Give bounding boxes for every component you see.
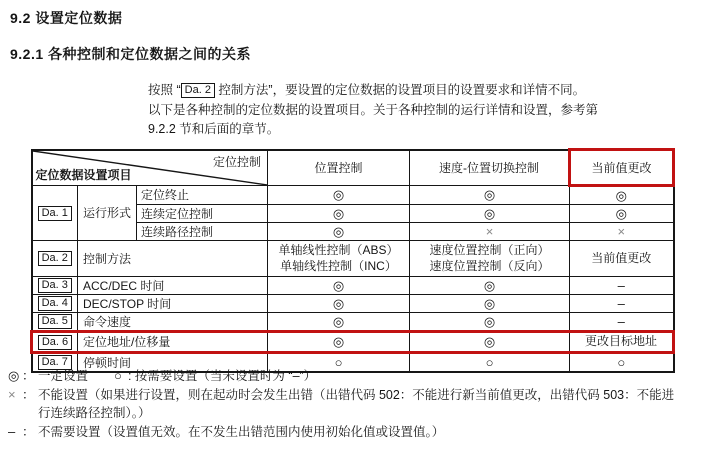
da4-id-cell: [32, 294, 78, 312]
da1-label: 运行形式: [78, 185, 137, 240]
value-cell: [268, 240, 410, 276]
da2-id-box: Da. 2: [38, 251, 72, 266]
da1-subitem-1: 定位终止: [137, 185, 268, 204]
da2-reference-box: Da. 2: [181, 83, 215, 98]
value-cell: ○: [268, 352, 410, 372]
da6-id-box: Da. 6: [38, 335, 72, 350]
legend-line-2: [8, 386, 708, 405]
da2-id-cell: [32, 240, 78, 276]
da2-speed-line2: 速度位置控制（反向）: [429, 259, 550, 273]
value-cell: ◎: [268, 222, 410, 240]
value-cell: 更改目标地址: [570, 331, 674, 352]
da6-id-cell: [32, 331, 78, 352]
cross-symbol: ×: [8, 386, 16, 402]
da2-speed-line1: 速度位置控制（正向）: [429, 243, 550, 257]
da1-subitem-2: 连续定位控制: [137, 204, 268, 222]
value-cell: ◎: [268, 294, 410, 312]
legend-always-text: ： 一定设置: [22, 369, 88, 383]
row-da4: [32, 294, 674, 312]
da7-label: 停顿时间: [78, 352, 268, 372]
corner-label-setting-items: 定位数据设置项目: [35, 167, 132, 182]
value-cell: –: [570, 312, 674, 331]
da2-label: 控制方法: [78, 240, 268, 276]
corner-cell: [32, 150, 268, 186]
value-cell: ◎: [410, 294, 570, 312]
symbol-legend: [8, 367, 708, 441]
intro-line1-prefix: 按照 “: [148, 83, 181, 97]
value-cell: ◎: [268, 312, 410, 331]
da4-id-box: Da. 4: [38, 296, 72, 311]
subsection-title: 9.2.1 各种控制和定位数据之间的关系: [10, 46, 252, 62]
column-header-position-control: 位置控制: [268, 150, 410, 186]
value-cell: ◎: [268, 185, 410, 204]
legend-line-1: [8, 367, 708, 386]
da2-position-line1: 单轴线性控制（ABS）: [278, 243, 399, 257]
value-cell: ◎: [268, 331, 410, 352]
da3-id-box: Da. 3: [38, 278, 72, 293]
value-cell: ×: [570, 222, 674, 240]
intro-line1-rest: 控制方法”，要设置的定位数据的设置项目的设置要求和详情不同。: [214, 83, 586, 97]
row-da5: [32, 312, 674, 331]
legend-line-3: [8, 423, 708, 442]
da1-subitem-3: 连续路径控制: [137, 222, 268, 240]
value-cell: ○: [410, 352, 570, 372]
da7-id-box: Da. 7: [38, 355, 72, 370]
da3-id-cell: [32, 276, 78, 294]
intro-line-3: 9.2.2 节和后面的章节。: [148, 122, 280, 136]
da4-label: DEC/STOP 时间: [78, 294, 268, 312]
da5-label: 命令速度: [78, 312, 268, 331]
value-cell: ◎: [268, 276, 410, 294]
header-row: [32, 150, 674, 186]
value-cell: –: [570, 276, 674, 294]
bullseye-symbol: ◎: [8, 368, 20, 383]
da3-label: ACC/DEC 时间: [78, 276, 268, 294]
value-cell: 当前值更改: [570, 240, 674, 276]
intro-line-2: 以下是各种控制的定位数据的设置项目。关于各种控制的运行详情和设置，参考第: [148, 102, 599, 117]
value-cell: ◎: [410, 204, 570, 222]
value-cell: ◎: [410, 312, 570, 331]
da2-position-line2: 单轴线性控制（INC）: [280, 259, 397, 273]
row-da1-sub1: [32, 185, 674, 204]
da1-id-box: Da. 1: [38, 206, 72, 221]
positioning-data-table: [30, 148, 675, 373]
value-cell: ◎: [410, 276, 570, 294]
value-cell: ○: [570, 352, 674, 372]
da6-label: 定位地址/位移量: [78, 331, 268, 352]
da5-id-cell: [32, 312, 78, 331]
row-da6-highlighted: [32, 331, 674, 352]
value-cell: [410, 240, 570, 276]
intro-paragraph: [148, 81, 708, 140]
value-cell: –: [570, 294, 674, 312]
legend-forbidden-text: ： 不能设置（如果进行设置，则在起动时会发生出错（出错代码 502：不能进行新当前值更改，出错代码 503：不能进: [22, 387, 675, 402]
value-cell: ◎: [268, 204, 410, 222]
row-da2: [32, 240, 674, 276]
value-cell: ×: [410, 222, 570, 240]
value-cell: ◎: [570, 204, 674, 222]
column-header-speed-position-switch: 速度-位置切换控制: [410, 150, 570, 186]
positioning-data-table-wrap: [30, 148, 675, 373]
legend-optional-text: : 按需要设置（当未设置时为 “–”）: [127, 369, 317, 383]
legend-line-2-continuation: 行连续路径控制）。）: [38, 406, 151, 420]
value-cell: ◎: [410, 331, 570, 352]
section-title: 9.2 设置定位数据: [10, 10, 123, 26]
column-header-current-value-change: 当前值更改: [570, 150, 674, 186]
legend-not-required-text: ： 不需要设置（设置值无效。在不发生出错范围内使用初始化值或设置值。）: [22, 424, 445, 439]
circle-symbol: ○: [113, 368, 122, 383]
value-cell: ◎: [570, 185, 674, 204]
value-cell: ◎: [410, 185, 570, 204]
da5-id-box: Da. 5: [38, 314, 72, 329]
corner-label-positioning-control: 定位控制: [212, 154, 261, 169]
dash-symbol: –: [8, 423, 16, 439]
da1-id-cell: [32, 185, 78, 240]
intro-line-1: [148, 81, 708, 101]
row-da3: [32, 276, 674, 294]
